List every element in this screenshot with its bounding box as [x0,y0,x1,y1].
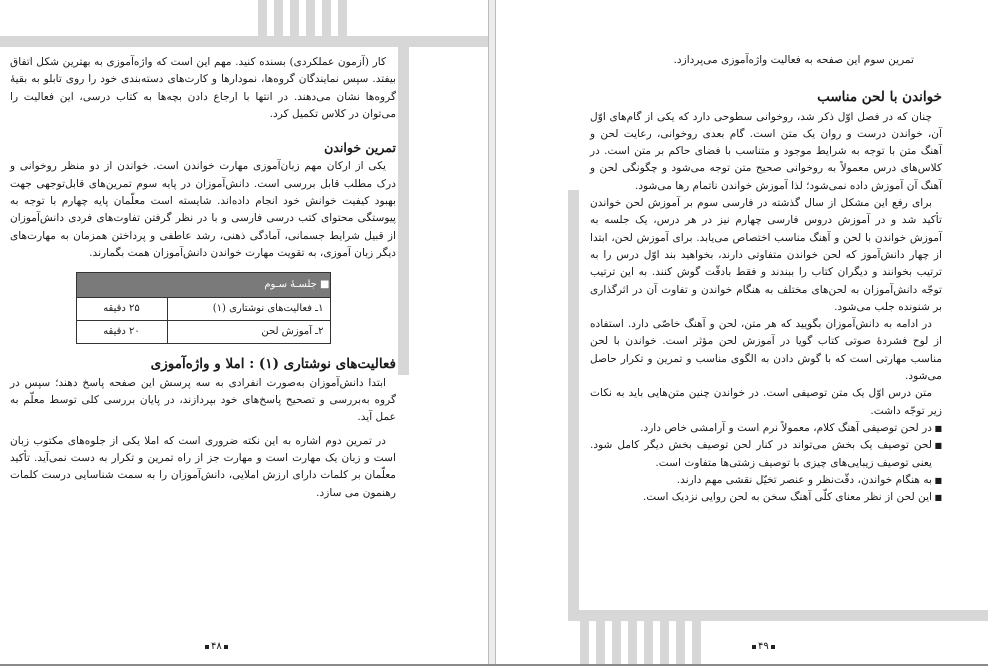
heading-reading-with-tone: خواندن با لحن مناسب [817,89,942,106]
heading-writing-activities: فعالیت‌های نوشتاری (۱) : املا و واژه‌آموزی [150,355,396,372]
page-number-right [752,641,775,652]
table-cell-duration: ۲۵ دقیقه [76,297,167,320]
table-cell-activity: ۱ـ فعالیت‌های نوشتاری (۱) [167,297,330,320]
page-number-marker-icon [205,645,209,649]
tone-paragraph-3: در ادامه به دانش‌آموزان بگویید که هر متن، لحن و آهنگ خاصّی دارد. استفاده از لوح فشردهٔ صوتی کتاب گویا در آموزش لحن مؤثر است. خواندن با لحن مناسب مهارتی است که با گوش دادن به الگوی مناسب و تمرین و تکرار حاصل می‌شود. [590,318,942,383]
page-number-right-text: ۴۹ [758,641,769,652]
left-page-body [10,54,396,502]
page-number-marker-icon [224,645,228,649]
tone-bullet-list [590,420,942,506]
session-schedule-table [76,272,331,343]
bottom-stripes-decoration [580,621,701,666]
page-number-marker-icon [771,645,775,649]
list-item: ■ لحن توصیف یک بخش می‌تواند در کنار لحن توصیف بخش دیگر کامل شود. یعنی توصیف زیبایی‌های چیزی با توصیف زشتی‌ها متفاوت است. [590,437,942,472]
right-column-band-decoration [398,47,409,375]
book-spine [488,0,496,666]
table-header: ■ جلسـهٔ سـوم [76,273,330,297]
tone-paragraph-4: متن درس اوّل یک متن توصیفی است. در خواندن چنین متن‌هایی باید به نکات زیر توجّه داشت. [590,387,942,417]
writing-activities-paragraph-2: در تمرین دوم اشاره به این نکته ضروری است که املا یکی از جلوه‌های مکتوب زبان است و زبان یک مهارت است و مهارت جز از راه تمرین و تکرار به دست نمی‌آید. تأکید معلّمان بر کلمات دارای ارزش املایی، دانش‌آموزان را به سمت شناسایی درست کلمات رهنمون می سازد. [10,434,396,499]
page-number-left [205,641,228,652]
list-item: ■ در لحن توصیفی آهنگ کلام، معمولاً نرم است و آرامشی خاص دارد. [590,420,942,437]
right-page [496,0,988,666]
left-page [0,0,488,666]
table-row [76,320,330,343]
reading-practice-paragraph: یکی از ارکان مهم زبان‌آموزی مهارت خواندن است. خواندن از دو منظر روخوانی و درک مطلب قابل بررسی است. دانش‌آموزان در پایه سوم تمرین‌های قابل‌توجهی جهت بهبود کیفیت خوانش خود انجام داده‌اند. شایسته است معلّمان پایه چهارم با توجه به پیوستگی محتوای کتب درسی فارسی و با در نظر گرفتن تفاوت‌های فردی دانش‌آموزان از قبیل شرایط جسمانی، آمادگی ذهنی، رشد عاطفی و پرداختن همزمان به مهارت‌های دیگر زبان آموزی، به تقویت مهارت خواندن دانش‌آموزان همت بگمارند. [10,160,396,259]
page-number-marker-icon [752,645,756,649]
top-band-decoration [0,36,488,47]
heading-reading-practice: تمرین خواندن [324,140,396,156]
top-stripes-decoration [258,0,347,36]
list-item: ■ به هنگام خواندن، دقّت‌نظر و عنصر تخیّل نقشی مهم دارند. [590,472,942,489]
tone-paragraph-1: چنان که در فصل اوّل ذکر شد، روخوانی سطوحی دارد که یکی از گام‌های اوّل آن، خواندن درست و روان یک متن است. گام بعدی روخوانی، رعایت لحن و آهنگ متن با توجه به شرایط موجود و متناسب با فضای حاکم بر متن است. در کلاس‌های درس معمولاً به روخوانی صحیح متن توجه می‌شود و چگونگی لحن و آهنگ آن آموزش داده نمی‌شود؛ لذا آموزش خواندن ناتمام رها می‌شود. [590,110,942,192]
right-intro-paragraph: تمرین سوم این صفحه به فعالیت واژه‌آموزی می‌پردازد. [673,54,914,66]
bottom-band-decoration [568,610,988,621]
writing-activities-paragraph-1: ابتدا دانش‌آموزان به‌صورت انفرادی به سه پرسش این صفحه پاسخ دهند؛ سپس در گروه به‌بررسی و تصحیح پاسخ‌های خود بپردازند، در پایان بررسی کلی توسط معلّم به عمل آید. [10,376,396,424]
table-row [76,297,330,320]
table-cell-duration: ۲۰ دقیقه [76,320,167,343]
page-number-left-text: ۴۸ [211,641,222,652]
list-item: ■ این لحن از نظر معنای کلّی آهنگ سخن به لحن روایی نزدیک است. [590,489,942,506]
tone-paragraph-2: برای رفع این مشکل از سال گذشته در فارسی سوم بر آموزش لحن خواندن تأکید شد و در آموزش دروس فارسی چهارم نیز در هر درس، یک جلسه به آموزش خواندن با لحن و آهنگ مناسب اختصاص می‌یابد. برای آموزش لحن، ابتدا از چهار دانش‌آموز که لحن خواندن متفاوتی دارند، بخواهید بند اوّل درس را به ترتیب بخوانند و دیگران کتاب را ببندند و فقط بادقّت گوش کنند. به این ترتیب توجّه دانش‌آموزان به لحن‌های مختلف به هنگام خواندن و تفاوت آن در اثرگذاری بر شنونده جلب می‌شود. [590,197,942,313]
right-page-body [590,52,942,506]
left-intro-paragraph: کار (آزمون عملکردی) بسنده کنید. مهم این است که واژه‌آموزی به بهترین شکل اتفاق بیفتد. سپس نمایندگان گروه‌ها، نمودارها و کارت‌های دسته‌بندی خود را روی تابلو به بقیهٔ گروه‌ها نشان می‌دهند. در انتها با ارجاع دادن بچه‌ها به کتاب درسی، این فعالیت را می‌توان در کلاس تکمیل کرد. [10,56,396,120]
left-column-band-decoration [568,190,579,610]
table-cell-activity: ۲ـ آموزش لحن [167,320,330,343]
